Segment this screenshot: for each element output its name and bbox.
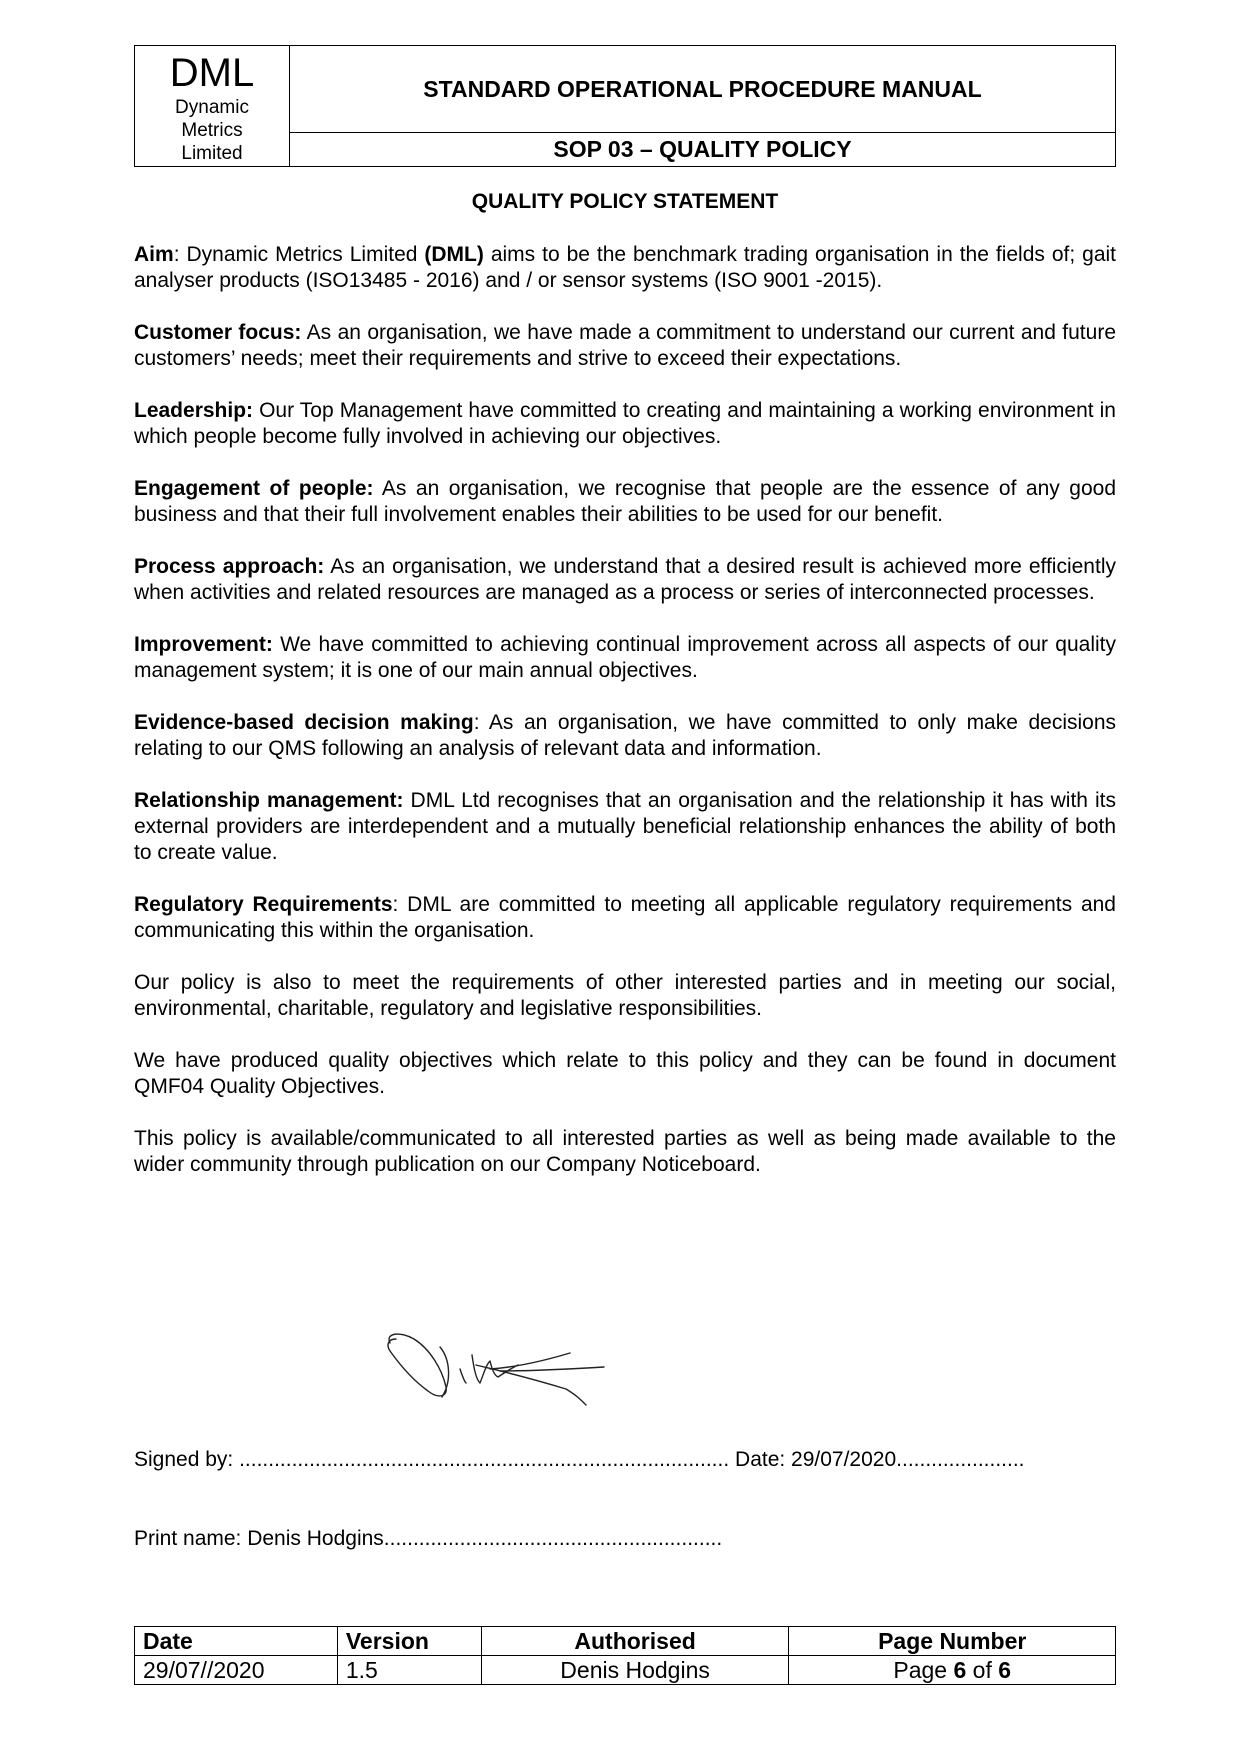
page-current: 6 xyxy=(953,1657,967,1683)
policy-heading: QUALITY POLICY STATEMENT xyxy=(471,190,779,213)
evidence-label: Evidence-based decision making xyxy=(134,711,474,734)
date-label: Date: 29/07/2020 xyxy=(729,1448,897,1471)
footer-date-header: Date xyxy=(135,1627,338,1656)
document-footer-table xyxy=(134,1626,1116,1685)
relationship-text: DML Ltd recognises that an organisation and the relationship it has with its external providers are interdependent and a mutually beneficial relationship enhances the ability of both to create value. xyxy=(134,789,1116,864)
availability-paragraph: This policy is available/communicated to all interested parties as well as being made available to the wider community through publication on our Company Noticeboard. xyxy=(134,1127,1116,1176)
regulatory-paragraph xyxy=(134,892,1116,944)
footer-date-value: 29/07//2020 xyxy=(135,1656,338,1685)
regulatory-text: : DML are committed to meeting all applicable regulatory requirements and communicating this within the organisation. xyxy=(134,893,1116,942)
footer-version-header: Version xyxy=(337,1627,481,1656)
evidence-text: : As an organisation, we have committed to only make decisions relating to our QMS following an analysis of relevant data and information. xyxy=(134,711,1117,760)
print-name-dots: .......................................................... xyxy=(383,1527,723,1550)
logo-line-1: Dynamic xyxy=(175,97,249,118)
print-name-line xyxy=(134,1527,722,1551)
improvement-paragraph xyxy=(134,632,1116,684)
customer-focus-text: As an organisation, we have made a commitment to understand our current and future customers’ needs; meet their requirements and strive to exceed their expectations. xyxy=(134,321,1116,370)
footer-value-row xyxy=(135,1656,1116,1685)
print-name-label: Print name: Denis Hodgins xyxy=(134,1527,384,1550)
improvement-label: Improvement: xyxy=(134,633,273,656)
document-header xyxy=(134,45,1116,167)
engagement-text: As an organisation, we recognise that people are the essence of any good business and that their full involvement enables their abilities to be used for our benefit. xyxy=(134,477,1117,526)
signed-by-dots: .................................................................................... xyxy=(239,1448,730,1471)
manual-title: STANDARD OPERATIONAL PROCEDURE MANUAL xyxy=(290,46,1116,133)
sop-title: SOP 03 – QUALITY POLICY xyxy=(290,133,1116,167)
evidence-paragraph xyxy=(134,710,1116,762)
signed-by-line xyxy=(134,1448,1025,1472)
policy-paragraph: Our policy is also to meet the requirements of other interested parties and in meeting our social, environmental, charitable, regulatory and legislative responsibilities. xyxy=(134,971,1116,1020)
process-paragraph xyxy=(134,554,1116,606)
footer-page-header: Page Number xyxy=(789,1627,1116,1656)
relationship-label: Relationship management: xyxy=(134,789,404,812)
signed-by-label: Signed by: xyxy=(134,1448,240,1471)
footer-page-value xyxy=(789,1656,1116,1685)
relationship-paragraph xyxy=(134,788,1116,866)
process-text: As an organisation, we understand that a desired result is achieved more efficiently when activities and related resources are managed as a process or series of interconnected processes. xyxy=(134,555,1116,604)
regulatory-label: Regulatory Requirements xyxy=(134,893,393,916)
page-total: 6 xyxy=(998,1657,1012,1683)
logo-line-2: Metrics xyxy=(181,120,243,141)
objectives-paragraph: We have produced quality objectives which relate to this policy and they can be found in document QMF04 Quality Objectives. xyxy=(134,1049,1116,1098)
aim-label: Aim xyxy=(134,243,174,266)
leadership-label: Leadership: xyxy=(134,399,254,422)
company-logo xyxy=(135,46,290,167)
signature-image xyxy=(380,1325,610,1425)
policy-body xyxy=(134,242,1116,1204)
footer-version-value: 1.5 xyxy=(337,1656,481,1685)
logo-abbreviation: DML xyxy=(169,51,255,95)
improvement-text: We have committed to achieving continual improvement across all aspects of our quality management system; it is one of our main annual objectives. xyxy=(134,633,1116,682)
page-of: of xyxy=(966,1657,999,1683)
leadership-text: Our Top Management have committed to creating and maintaining a working environment in which people become fully involved in achieving our objectives. xyxy=(134,399,1116,448)
engagement-label: Engagement of people: xyxy=(134,477,374,500)
customer-focus-label: Customer focus: xyxy=(134,321,302,344)
aim-abbr: (DML) xyxy=(424,243,484,266)
leadership-paragraph xyxy=(134,398,1116,450)
aim-text-1: : Dynamic Metrics Limited xyxy=(173,243,425,266)
logo-line-3: Limited xyxy=(181,143,243,164)
aim-paragraph xyxy=(134,242,1116,294)
footer-header-row xyxy=(135,1627,1116,1656)
date-dots: ...................... xyxy=(896,1448,1025,1471)
process-label: Process approach: xyxy=(134,555,325,578)
footer-authorised-value: Denis Hodgins xyxy=(481,1656,789,1685)
customer-focus-paragraph xyxy=(134,320,1116,372)
footer-authorised-header: Authorised xyxy=(481,1627,789,1656)
page-prefix: Page xyxy=(893,1657,954,1683)
aim-text-2: aims to be the benchmark trading organisation in the fields of; gait analyser products (ISO13485 - 2016) and / or sensor systems (ISO 9001 -2015). xyxy=(134,243,1116,292)
engagement-paragraph xyxy=(134,476,1116,528)
